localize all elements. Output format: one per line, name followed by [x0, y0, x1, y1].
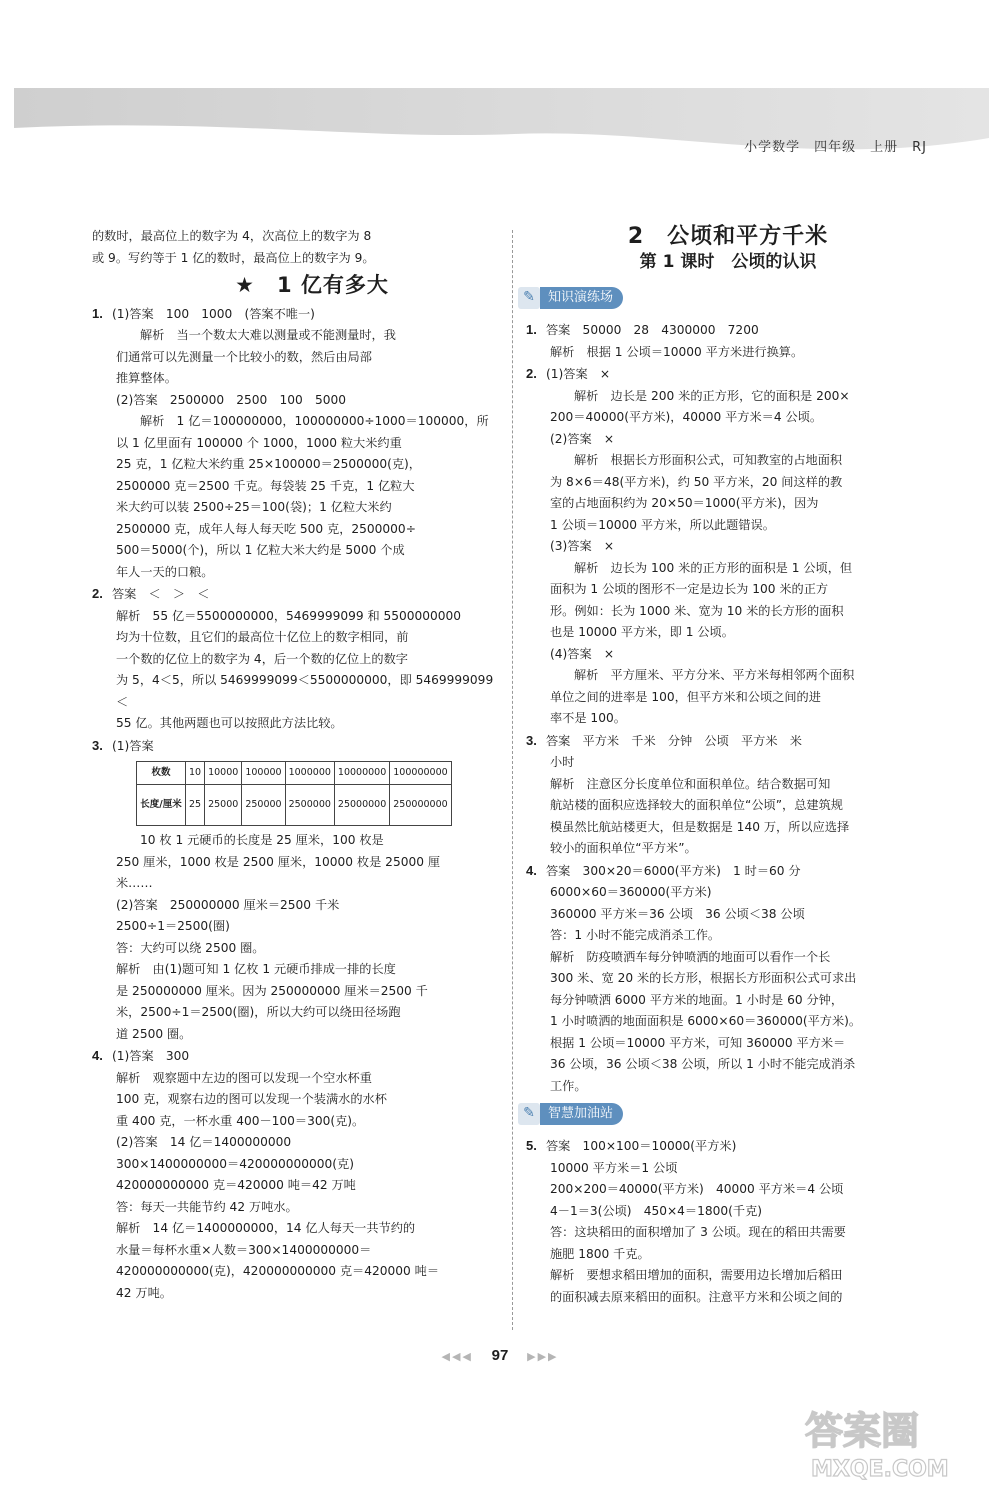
analysis-line: 航站楼的面积应选择较大的面积单位“公顷”，总建筑规 — [550, 798, 843, 812]
section-banner — [518, 1103, 623, 1125]
q1-answer-1: 1. (1)答案 100 1000 (答案不唯一) — [92, 303, 502, 326]
analysis-line: 100 克，观察右边的图可以发现一个装满水的水杯 — [116, 1092, 387, 1106]
analysis-line: 米，2500÷1＝2500(圈)，所以大约可以绕田径场跑 — [116, 1005, 401, 1019]
q2-answer-1: 2. (1)答案 × — [526, 363, 930, 386]
analysis-line: 解析 平方厘米、平方分米、平方米每相邻两个面积 — [574, 668, 855, 682]
analysis-line: 也是 10000 平方米，即 1 公顷。 — [550, 625, 734, 639]
analysis-line: 55 亿。其他两题也可以按照此方法比较。 — [116, 716, 343, 730]
analysis-line: 根据 1 公顷＝10000 平方米，可知 360000 平方米＝ — [550, 1035, 846, 1050]
answer-line: 10000 平方米＝1 公顷 — [550, 1160, 678, 1175]
analysis-line: 解析 根据 1 公顷＝10000 平方米进行换算。 — [550, 344, 804, 359]
table-cell: 25000000 — [334, 785, 389, 826]
table-cell: 100000 — [242, 762, 285, 785]
table-cell: 25000 — [205, 785, 242, 826]
answer-line: 420000000000 克＝420000 吨＝42 万吨 — [116, 1178, 356, 1192]
table-cell: 10000 — [205, 762, 242, 785]
column-divider — [512, 230, 513, 1330]
intro-line: 的数时，最高位上的数字为 4，次高位上的数字为 8 — [92, 229, 372, 243]
analysis-line: 解析 由(1)题可知 1 亿枚 1 元硬币排成一排的长度 — [116, 962, 396, 976]
analysis-line: 较小的面积单位“平方米”。 — [550, 841, 697, 855]
analysis-line: 解析 1 亿＝100000000，100000000÷1000＝100000，所 — [140, 414, 489, 428]
table-row — [137, 762, 452, 785]
q4-answer-2: (2)答案 14 亿＝1400000000 — [116, 1135, 292, 1149]
analysis-line: 25 克，1 亿粒大米约重 25×100000＝2500000(克)， — [116, 457, 421, 471]
left-arrows-icon: ◀◀◀ — [441, 1350, 473, 1363]
answer-line: 施肥 1800 千克。 — [550, 1246, 650, 1261]
answer-line: 4－1＝3(公顷) 450×4＝1800(千克) — [550, 1203, 763, 1218]
analysis-line: 的面积减去原来稻田的面积。注意平方米和公顷之间的 — [550, 1289, 843, 1304]
table-cell: 2500000 — [285, 785, 334, 826]
table-cell: 25 — [186, 785, 205, 826]
analysis-line: 为 8×6＝48(平方米)，约 50 平方米，20 间这样的教 — [550, 474, 843, 489]
analysis-line: 解析 根据长方形面积公式，可知教室的占地面积 — [574, 453, 843, 467]
q3-answer-1: 3. (1)答案 — [92, 735, 502, 758]
question-number: 1. — [526, 322, 537, 337]
analysis-line: 2500000 克，成年人每人每天吃 500 克，2500000÷ — [116, 521, 416, 536]
analysis-line: 解析 14 亿＝1400000000，14 亿人每天一共节约的 — [116, 1221, 416, 1235]
analysis-line: 米…… — [116, 876, 153, 890]
question-number: 4. — [526, 862, 537, 878]
answer-line: 答：这块稻田的面积增加了 3 公顷。现在的稻田共需要 — [550, 1225, 846, 1239]
answer-line: 200×200＝40000(平方米) 40000 平方米＝4 公顷 — [550, 1182, 844, 1196]
banner-label: 智慧加油站 — [540, 1103, 623, 1125]
analysis-line: 300 米、宽 20 米的长方形，根据长方形面积公式可求出 — [550, 971, 857, 985]
pencil-icon: ✎ — [518, 1103, 540, 1125]
analysis-line: 为 5，4＜5，所以 5469999099＜5500000000，即 5469999099＜ — [116, 673, 494, 709]
analysis-line: 解析 边长是 200 米的正方形，它的面积是 200× — [574, 388, 850, 403]
analysis-line: 均为十位数，且它们的最高位十亿位上的数字相同，前 — [116, 630, 409, 644]
answer-line: 答：每天一共能节约 42 万吨水。 — [116, 1199, 298, 1214]
analysis-line: 250 厘米，1000 枚是 2500 厘米，10000 枚是 25000 厘 — [116, 854, 441, 869]
header-wave-background — [14, 88, 989, 170]
analysis-line: 1 小时喷洒的地面面积是 6000×60＝360000(平方米)。 — [550, 1014, 862, 1028]
analysis-line: 道 2500 圈。 — [116, 1026, 192, 1041]
answer-line: 小时 — [550, 755, 575, 769]
q4-answer-1: 4. (1)答案 300 — [92, 1045, 502, 1068]
question-number: 2. — [526, 366, 537, 381]
svg-text:MXQE.COM: MXQE.COM — [811, 1457, 949, 1482]
q2-answer-3: (3)答案 × — [550, 539, 615, 553]
answer-line: 6000×60＝360000(平方米) — [550, 885, 712, 899]
q4-answer: 4. 答案 300×20＝6000(平方米) 1 时＝60 分 — [526, 860, 930, 883]
analysis-line: 10 枚 1 元硬币的长度是 25 厘米，100 枚是 — [140, 833, 384, 847]
analysis-line: 解析 防疫喷洒车每分钟喷洒的地面可以看作一个长 — [550, 949, 831, 964]
section-title: ★ 1 亿有多大 — [235, 273, 389, 297]
question-number: 4. — [92, 1048, 103, 1063]
unit-title: 2 公顷和平方千米 — [627, 224, 829, 249]
table-cell: 100000000 — [390, 762, 451, 785]
page-number: 97 — [491, 1347, 509, 1364]
left-column — [92, 226, 502, 1304]
analysis-line: 工作。 — [550, 1078, 587, 1093]
analysis-line: 解析 边长为 100 米的正方形的面积是 1 公顷，但 — [574, 560, 853, 575]
banner-label: 知识演练场 — [540, 287, 623, 309]
answer-line: 360000 平方米＝36 公顷 36 公顷＜38 公顷 — [550, 906, 805, 921]
question-number: 3. — [92, 737, 103, 753]
analysis-line: 们通常可以先测量一个比较小的数，然后由局部 — [116, 349, 372, 364]
table-header-cell: 枚数 — [137, 762, 186, 785]
analysis-line: 42 万吨。 — [116, 1285, 172, 1300]
answer-line: 2500÷1＝2500(圈) — [116, 919, 230, 933]
answer-line: 答：1 小时不能完成消杀工作。 — [550, 928, 721, 942]
analysis-line: 36 公顷，36 公顷＜38 公顷，所以 1 小时不能完成消杀 — [550, 1057, 856, 1071]
table-cell: 10000000 — [334, 762, 389, 785]
analysis-line: 2500000 克＝2500 千克。每袋装 25 千克，1 亿粒大 — [116, 478, 415, 493]
analysis-line: 以 1 亿里面有 100000 个 1000，1000 粒大米约重 — [116, 435, 402, 450]
q2-answer-4: (4)答案 × — [550, 646, 615, 661]
analysis-line: 200＝40000(平方米)，40000 平方米＝4 公顷。 — [550, 410, 823, 424]
right-column — [523, 224, 930, 1308]
analysis-line: 1 公顷＝10000 平方米，所以此题错误。 — [550, 517, 775, 532]
question-number: 5. — [526, 1138, 537, 1153]
header-subject-label: 小学数学 四年级 上册 RJ — [744, 140, 927, 155]
q3-answer: 3. 答案 平方米 千米 分钟 公顷 平方米 米 — [526, 730, 930, 753]
analysis-line: 推算整体。 — [116, 371, 177, 385]
analysis-line: 水量＝每杯水重×人数＝300×1400000000＝ — [116, 1242, 372, 1257]
analysis-line: 重 400 克，一杯水重 400－100＝300(克)。 — [116, 1113, 365, 1128]
analysis-line: 率不是 100。 — [550, 711, 626, 725]
lesson-title: 第 1 课时 公顷的认识 — [639, 251, 817, 272]
svg-text:答案圈: 答案圈 — [805, 1409, 920, 1453]
analysis-line: 室的占地面积约为 20×50＝1000(平方米)，因为 — [550, 496, 819, 510]
table-cell: 250000000 — [390, 785, 451, 826]
question-number: 2. — [92, 586, 103, 601]
page-number-bar — [0, 1346, 1000, 1364]
analysis-line: 每分钟喷洒 6000 平方米的地面。1 小时是 60 分钟， — [550, 992, 844, 1007]
analysis-line: 是 250000000 厘米。因为 250000000 厘米＝2500 千 — [116, 983, 428, 998]
analysis-line: 解析 当一个数太大难以测量或不能测量时，我 — [140, 328, 396, 342]
table-cell: 250000 — [242, 785, 285, 826]
q3-answer-2: (2)答案 250000000 厘米＝2500 千米 — [116, 897, 340, 912]
analysis-line: 一个数的亿位上的数字为 4，后一个数的亿位上的数字 — [116, 651, 408, 666]
analysis-line: 米大约可以装 2500÷25＝100(袋)；1 亿粒大米约 — [116, 500, 392, 514]
table-header-cell: 长度/厘米 — [137, 785, 186, 826]
analysis-line: 解析 要想求稻田增加的面积，需要用边长增加后稻田 — [550, 1268, 843, 1282]
analysis-line: 单位之间的进率是 100，但平方米和公顷之间的进 — [550, 689, 821, 704]
analysis-line: 形。例如：长为 1000 米、宽为 10 米的长方形的面积 — [550, 603, 844, 618]
q2-answer-2: (2)答案 × — [550, 431, 615, 446]
coin-length-table — [136, 761, 452, 826]
analysis-line: 420000000000(克)，420000000000 克＝420000 吨＝ — [116, 1264, 440, 1278]
table-cell: 1000000 — [285, 762, 334, 785]
q1-answer: 1. 答案 50000 28 4300000 7200 — [526, 319, 930, 342]
question-number: 3. — [526, 732, 537, 748]
table-cell: 10 — [186, 762, 205, 785]
watermark-logo — [797, 1402, 982, 1484]
question-number: 1. — [92, 305, 103, 321]
analysis-line: 模虽然比航站楼更大，但是数据是 140 万，所以应选择 — [550, 819, 850, 834]
q2-answer: 2. 答案 ＜ ＞ ＜ — [92, 583, 502, 606]
section-banner — [518, 287, 623, 309]
analysis-line: 解析 55 亿＝5500000000，5469999099 和 5500000000 — [116, 608, 462, 623]
intro-line: 或 9。写约等于 1 亿的数时，最高位上的数字为 9。 — [92, 250, 375, 265]
q5-answer: 5. 答案 100×100＝10000(平方米) — [526, 1135, 930, 1158]
pencil-icon: ✎ — [518, 287, 540, 309]
answer-line: 答：大约可以绕 2500 圈。 — [116, 940, 265, 955]
right-arrows-icon: ▶▶▶ — [527, 1350, 559, 1363]
q1-answer-2: (2)答案 2500000 2500 100 5000 — [116, 392, 346, 407]
analysis-line: 解析 观察题中左边的图可以发现一个空水杯重 — [116, 1070, 372, 1085]
answer-line: 300×1400000000＝420000000000(克) — [116, 1156, 354, 1171]
analysis-line: 年人一天的口粮。 — [116, 564, 214, 579]
table-row — [137, 785, 452, 826]
analysis-line: 面积为 1 公顷的图形不一定是边长为 100 米的正方 — [550, 582, 829, 596]
page-header — [14, 88, 989, 170]
analysis-line: 解析 注意区分长度单位和面积单位。结合数据可知 — [550, 776, 831, 791]
analysis-line: 500＝5000(个)，所以 1 亿粒大米大约是 5000 个成 — [116, 543, 405, 557]
